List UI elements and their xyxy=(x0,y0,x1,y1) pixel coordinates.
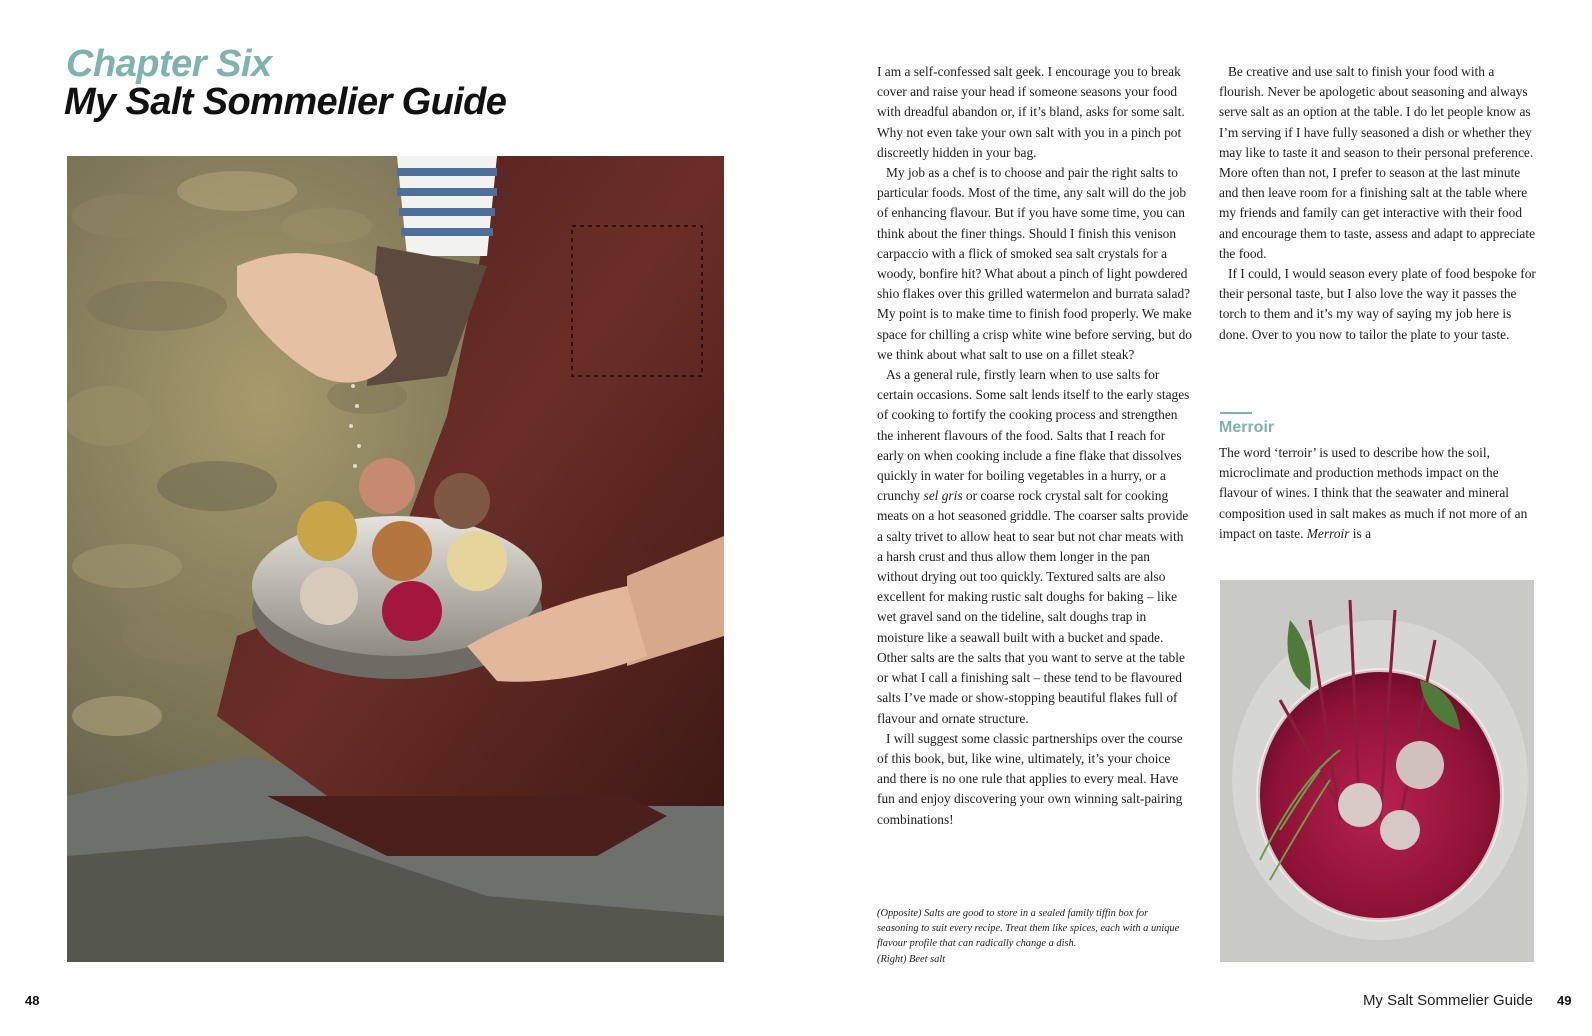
tiffin-salts-photo xyxy=(67,156,724,962)
subheading-merroir: Merroir xyxy=(1219,419,1275,436)
paragraph: Be creative and use salt to finish your food with a flourish. Never be apologetic about seasoning and always serve salt as an option at the table. I do let people know as I’m serving if I have fully seasoned a dish or whether they may like to taste it and season to their personal preference. More often than not, I prefer to season at the last minute and then leave room for a finishing salt at the table where my friends and family can get interactive with their food and encourage them to taste, assess and adapt to appreciate the food. xyxy=(1219,64,1536,261)
beet-salt-photo xyxy=(1220,580,1534,962)
paragraph: I am a self-confessed salt geek. I encourage you to break cover and raise your head if someone seasons your food with dreadful abandon or, if it’s bland, asks for some salt. Why not even take your own salt with you in a pinch pot discreetly hidden in your bag. xyxy=(877,64,1185,160)
paragraph: My job as a chef is to choose and pair the right salts to particular foods. Most of the time, any salt will do the job of enhancing flavour. But if you have some time, you can think about the finer things. Should I finish this venison carpaccio with a flick of smoked sea salt crystals for a woody, bonfire hit? What about a pinch of light powdered shio flakes over this grilled watermelon and burrata salad? My point is to make time to finish food properly. We make space for chilling a crisp white wine before serving, but do we think about what salt to use on a fillet steak? xyxy=(877,165,1192,362)
running-head: My Salt Sommelier Guide xyxy=(1362,992,1533,1009)
subhead-rule xyxy=(1220,412,1252,414)
chapter-title: My Salt Sommelier Guide xyxy=(64,81,507,123)
paragraph: If I could, I would season every plate of food bespoke for their personal taste, but I also love the way it passes the torch to them and it’s my way of saying my job here is done. Over to you now to tailor the plate to your taste. xyxy=(1219,266,1536,342)
body-column-1 xyxy=(877,62,1192,830)
body-column-2 xyxy=(1219,62,1537,345)
chapter-kicker: Chapter Six xyxy=(66,43,272,85)
emphasis: Merroir xyxy=(1306,525,1350,541)
paragraph: I will suggest some classic partnerships over the course of this book, but, like wine, ultimately, it’s your choice and there is no one rule that applies to every meal. Have fun and enjoy discovering your own winning salt-pairing combinations! xyxy=(877,730,1183,827)
paragraph: As a general rule, firstly learn when to use salts for certain occasions. Some salt lends itself to the early stages of cooking to fortify the cooking process and strengthen the inherent flavours of the food. Salts that I reach for early on when cooking include a fine flake that dissolves quickly in water for boiling vegetables in a hurry, or a crunchy sel gris or coarse rock crystal salt for cooking meats on a hot seasoned griddle. The coarser salts provide a salty trivet to allow heat to sear but not char meats with a harsh crust and thus allow them longer in the pan without drying out too quickly. Textured salts are also excellent for making rustic salt doughs for baking – like wet gravel sand on the tideline, salt doughs trap in moisture like a seawall built with a bucket and spade. Other salts are the salts that you want to serve at the table or what I call a finishing salt – these tend to be flavoured salts I’ve made or show-stopping beautiful flakes full of flavour and ornate structure. xyxy=(877,367,1190,726)
page-number-left: 48 xyxy=(25,993,40,1008)
body-column-2-continued: The word ‘terroir’ is used to describe how the soil, microclimate and production methods impact on the flavour of wines. I think that the seawater and mineral composition used in salt makes as much if not more of an impact on taste. Merroir is a xyxy=(1219,445,1528,541)
photo-caption: (Opposite) Salts are good to store in a sealed family tiffin box for seasoning to suit every recipe. Treat them like spices, each with a unique flavour profile that can radically change a dish. (Right) Beet salt xyxy=(877,908,1180,965)
page-number-right: 49 xyxy=(1557,993,1572,1008)
emphasis: sel gris xyxy=(923,488,963,504)
